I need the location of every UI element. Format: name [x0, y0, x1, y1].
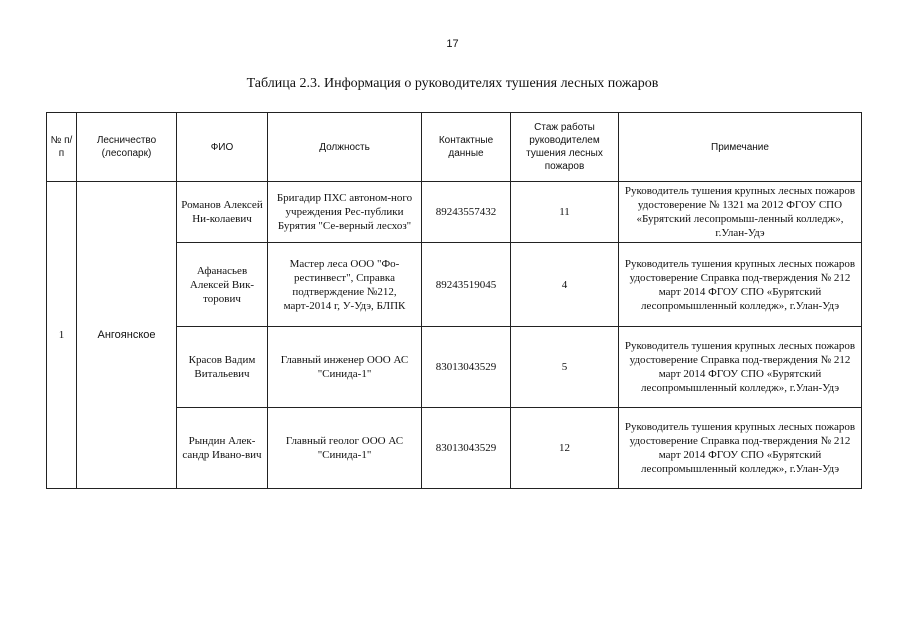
- position-cell: Мастер леса ООО "Фо-рестинвест", Справка подтверждение №212, март-2014 г, У-Удэ, БЛПК: [268, 243, 422, 327]
- page-number: 17: [446, 38, 459, 50]
- position-cell: Главный инженер ООО АС "Синида-1": [268, 327, 422, 408]
- fio-cell: Рындин Алек-сандр Ивано-вич: [177, 408, 268, 489]
- header-num: № п/п: [47, 113, 77, 182]
- forestry-cell: Ангоянское: [77, 182, 177, 489]
- experience-cell: 4: [511, 243, 619, 327]
- header-forestry: Лесничество (лесопарк): [77, 113, 177, 182]
- table-caption: Таблица 2.3. Информация о руководителях тушения лесных пожаров: [246, 76, 659, 91]
- contacts-cell: 83013043529: [422, 327, 511, 408]
- header-fio: ФИО: [177, 113, 268, 182]
- experience-cell: 12: [511, 408, 619, 489]
- header-experience: Стаж работы руководителем тушения лесных пожаров: [511, 113, 619, 182]
- note-cell: Руководитель тушения крупных лесных пожаров удостоверение № 1321 ма 2012 ФГОУ СПО «Бурятский лесопромыш-ленный колледж», г.Улан-Удэ: [619, 182, 862, 243]
- table-row: [47, 182, 862, 243]
- contacts-cell: 89243519045: [422, 243, 511, 327]
- note-cell: Руководитель тушения крупных лесных пожаров удостоверение Справка под-тверждения № 212 март 2014 ФГОУ СПО «Бурятский лесопромышленный колледж», г.Улан-Удэ: [619, 243, 862, 327]
- note-cell: Руководитель тушения крупных лесных пожаров удостоверение Справка под-тверждения № 212 март 2014 ФГОУ СПО «Бурятский лесопромышленный колледж», г.Улан-Удэ: [619, 327, 862, 408]
- contacts-cell: 83013043529: [422, 408, 511, 489]
- fio-cell: Афанасьев Алексей Вик-торович: [177, 243, 268, 327]
- position-cell: Главный геолог ООО АС "Синида-1": [268, 408, 422, 489]
- header-contacts: Контактные данные: [422, 113, 511, 182]
- row-number-cell: 1: [47, 182, 77, 489]
- experience-cell: 5: [511, 327, 619, 408]
- header-note: Примечание: [619, 113, 862, 182]
- table-header-row: [47, 113, 862, 182]
- fire-leaders-table: [46, 112, 862, 489]
- position-cell: Бригадир ПХС автоном-ного учреждения Рес-публики Бурятия "Се-верный лесхоз": [268, 182, 422, 243]
- header-position: Должность: [268, 113, 422, 182]
- fio-cell: Красов Вадим Витальевич: [177, 327, 268, 408]
- experience-cell: 11: [511, 182, 619, 243]
- fio-cell: Романов Алексей Ни-колаевич: [177, 182, 268, 243]
- contacts-cell: 89243557432: [422, 182, 511, 243]
- note-cell: Руководитель тушения крупных лесных пожаров удостоверение Справка под-тверждения № 212 март 2014 ФГОУ СПО «Бурятский лесопромышленный колледж», г.Улан-Удэ: [619, 408, 862, 489]
